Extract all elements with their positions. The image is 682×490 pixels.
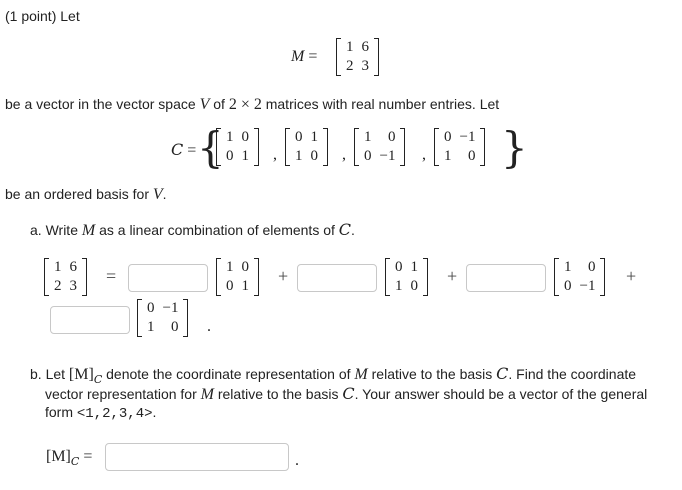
part-b-line-1: b. Let $[M]_C$ denote the coordinate representation of M relative to the basis C. Find the coordinate xyxy=(30,364,637,387)
comma: , xyxy=(342,146,346,163)
equals-sign: = xyxy=(106,266,117,286)
basis-matrix-2-term: 0 1 1 0 xyxy=(385,258,428,296)
basis-matrix-1: 1 0 0 1 xyxy=(216,128,259,166)
points-label: (1 point) Let xyxy=(5,8,80,24)
basis-C-label: C = xyxy=(171,140,197,159)
plus-sign: + xyxy=(278,266,289,286)
coordinate-label: $[M]_C$ = xyxy=(46,448,93,469)
coordinate-vector-input[interactable] xyxy=(105,443,289,471)
ordered-basis-text: be an ordered basis for V. xyxy=(5,186,167,203)
basis-matrix-4: 0 −1 1 0 xyxy=(434,128,485,166)
right-brace: } xyxy=(501,123,528,172)
coefficient-input-3[interactable] xyxy=(466,264,546,292)
plus-sign: + xyxy=(447,266,458,286)
trailing-period: . xyxy=(295,452,299,469)
plus-sign: + xyxy=(626,266,637,286)
basis-matrix-4-term: 0 −1 1 0 xyxy=(137,299,188,337)
matrix-M: 1 6 2 3 xyxy=(336,38,379,76)
part-a-prompt: a. Write M as a linear combination of elements of C. xyxy=(30,220,355,239)
matrix-M-label: M = xyxy=(291,48,318,65)
period: . xyxy=(207,318,211,335)
basis-matrix-1-term: 1 0 0 1 xyxy=(216,258,259,296)
basis-matrix-2: 0 1 1 0 xyxy=(285,128,328,166)
comma: , xyxy=(422,146,426,163)
matrix-M-repeat: 1 6 2 3 xyxy=(44,258,87,296)
comma: , xyxy=(273,146,277,163)
coefficient-input-1[interactable] xyxy=(128,264,208,292)
basis-matrix-3-term: 1 0 0 −1 xyxy=(554,258,605,296)
left-brace: { xyxy=(197,123,224,172)
coefficient-input-2[interactable] xyxy=(297,264,377,292)
vector-space-text: be a vector in the vector space V of 2 × 2 matrices with real number entries. Let xyxy=(5,96,500,113)
basis-matrix-3: 1 0 0 −1 xyxy=(354,128,405,166)
coefficient-input-4[interactable] xyxy=(50,306,130,334)
part-b-line-2: vector representation for M relative to the basis C. Your answer should be a vector of the general xyxy=(45,384,648,403)
part-b-line-3: form <1,2,3,4>. xyxy=(45,404,157,422)
